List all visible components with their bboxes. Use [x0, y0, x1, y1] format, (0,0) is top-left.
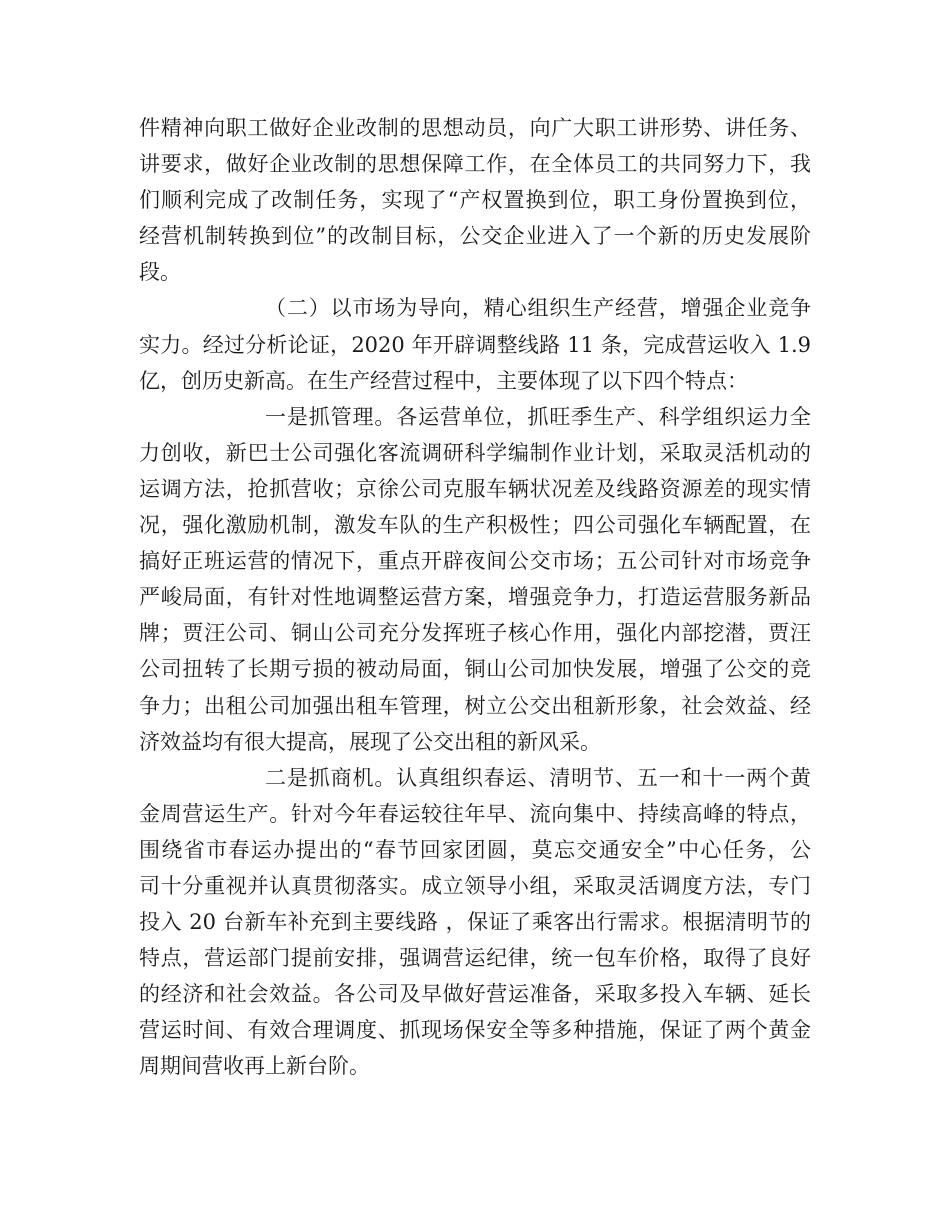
- text-line: 讲要求，做好企业改制的思想保障工作，在全体员工的共同努力下，我: [139, 152, 811, 177]
- text-line: 济效益均有很大提高，展现了公交出租的新风采。: [139, 729, 601, 754]
- text-line: 二是抓商机。认真组织春运、清明节、五一和十一两个黄: [265, 765, 811, 790]
- text-line: 们顺利完成了改制任务，实现了“产权置换到位，职工身份置换到位，: [139, 188, 811, 213]
- text-line: 亿，创历史新高。在生产经营过程中，主要体现了以下四个特点：: [139, 368, 748, 393]
- text-line: 一是抓管理。各运营单位，抓旺季生产、科学组织运力全: [265, 404, 811, 429]
- text-line: 公司扭转了长期亏损的被动局面，铜山公司加快发展，增强了公交的竞: [139, 657, 811, 682]
- text-line: 特点，营运部门提前安排，强调营运纪律，统一包车价格，取得了良好: [139, 946, 811, 971]
- text-line: 严峻局面，有针对性地调整运营方案，增强竞争力，打造运营服务新品: [139, 585, 811, 610]
- text-line: 运调方法，抢抓营收；京徐公司克服车辆状况差及线路资源差的现实情: [139, 476, 811, 501]
- section-heading-line: （二）以市场为导向，精心组织生产经营，增强企业竞争: [265, 296, 811, 321]
- text-line: 况，强化激励机制，激发车队的生产积极性；四公司强化车辆配置，在: [139, 513, 811, 538]
- text-line: 围绕省市春运办提出的“春节回家团圆，莫忘交通安全”中心任务，公: [139, 837, 811, 862]
- paragraph-section-two: [139, 290, 811, 398]
- text-line: 周期间营收再上新台阶。: [139, 1054, 370, 1079]
- document-body: [139, 110, 811, 1085]
- text-line: 力创收，新巴士公司强化客流调研科学编制作业计划，采取灵活机动的: [139, 440, 811, 465]
- paragraph-management: [139, 399, 811, 760]
- text-line: 牌；贾汪公司、铜山公司充分发挥班子核心作用，强化内部挖潜，贾汪: [139, 621, 811, 646]
- text-line: 金周营运生产。针对今年春运较往年早、流向集中、持续高峰的特点，: [139, 801, 811, 826]
- text-line: 实力。经过分析论证，2020 年开辟调整线路 11 条，完成营运收入 1.9: [139, 332, 811, 357]
- text-line: 司十分重视并认真贯彻落实。成立领导小组，采取灵活调度方法，专门: [139, 873, 811, 898]
- text-line: 段。: [139, 260, 181, 285]
- paragraph-business-opportunity: [139, 760, 811, 1085]
- text-line: 件精神向职工做好企业改制的思想动员，向广大职工讲形势、讲任务、: [139, 116, 811, 140]
- text-line: 投入 20 台新车补充到主要线路 ，保证了乘客出行需求。根据清明节的: [139, 910, 811, 935]
- text-line: 营运时间、有效合理调度、抓现场保安全等多种措施，保证了两个黄金: [139, 1018, 811, 1043]
- text-line: 搞好正班运营的情况下，重点开辟夜间公交市场；五公司针对市场竞争: [139, 549, 811, 574]
- text-line: 的经济和社会效益。各公司及早做好营运准备，采取多投入车辆、延长: [139, 982, 811, 1007]
- text-line: 经营机制转换到位”的改制目标，公交企业进入了一个新的历史发展阶: [139, 224, 811, 249]
- paragraph-reform-conclusion: [139, 110, 811, 290]
- text-line: 争力；出租公司加强出租车管理，树立公交出租新形象，社会效益、经: [139, 693, 811, 718]
